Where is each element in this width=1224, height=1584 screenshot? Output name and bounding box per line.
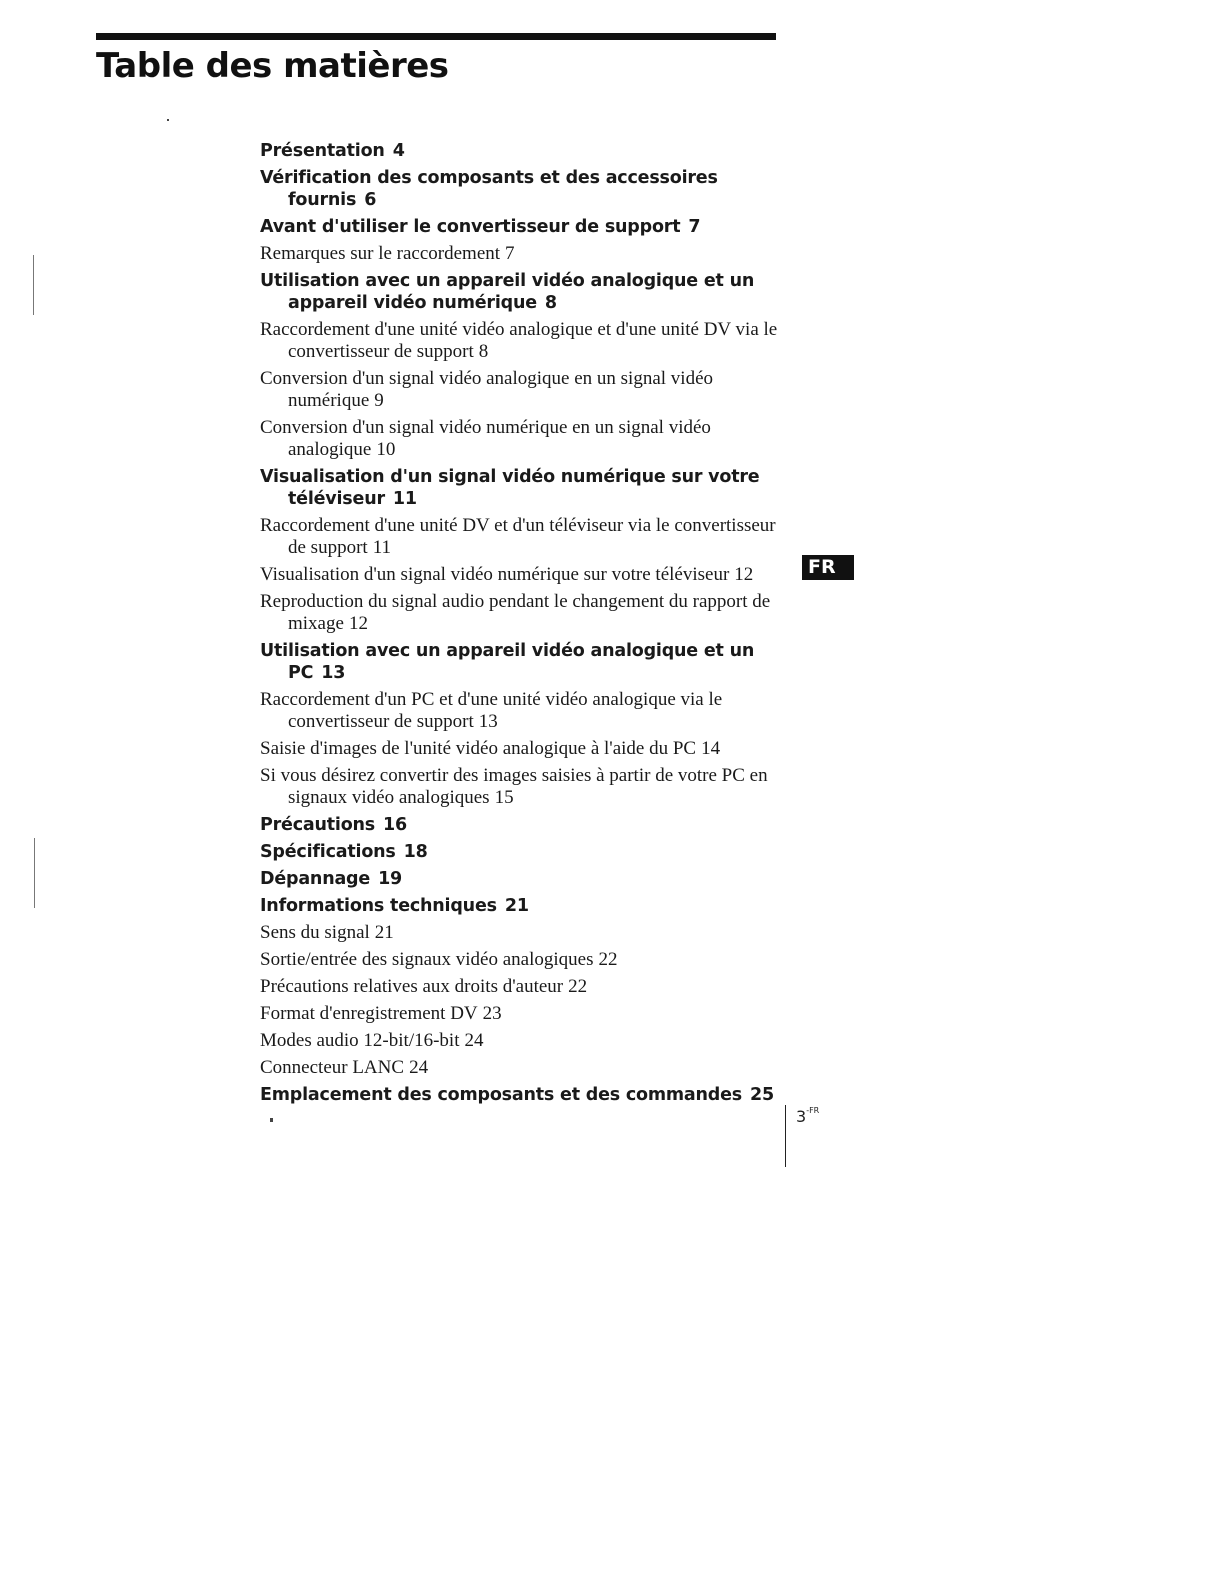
- page-number-divider: [785, 1105, 786, 1167]
- toc-entry-page: 24: [464, 1030, 484, 1051]
- toc-entry-text: Visualisation d'un signal vidéo numérique sur votre téléviseur: [260, 467, 760, 509]
- toc-entry-page: 13: [478, 711, 498, 732]
- toc-entry-section[interactable]: [260, 640, 780, 684]
- toc-entry-subsection[interactable]: [260, 976, 780, 998]
- toc-entry-page: 6: [364, 190, 377, 210]
- toc-entry-subsection[interactable]: [260, 1057, 780, 1079]
- toc-entry-text: Sortie/entrée des signaux vidéo analogiques: [260, 949, 594, 970]
- toc-entry-text: Si vous désirez convertir des images saisies à partir de votre PC en signaux vidéo analogiques: [260, 765, 768, 808]
- toc-entry-page: 12: [734, 564, 754, 585]
- scan-mark: [34, 838, 35, 908]
- toc-entry-text: Modes audio 12-bit/16-bit: [260, 1030, 460, 1051]
- toc-entry-text: Spécifications: [260, 842, 396, 862]
- toc-entry-subsection[interactable]: [260, 949, 780, 971]
- toc-entry-text: Visualisation d'un signal vidéo numérique sur votre téléviseur: [260, 564, 730, 585]
- toc-entry-page: 4: [392, 141, 405, 161]
- toc-entry-subsection[interactable]: [260, 515, 780, 559]
- toc-entry-page: 14: [701, 738, 721, 759]
- toc-entry-section[interactable]: [260, 895, 780, 917]
- toc-entry-page: 19: [378, 869, 403, 889]
- toc-entry-page: 7: [505, 243, 515, 264]
- toc-entry-page: 22: [598, 949, 618, 970]
- toc-entry-text: Raccordement d'une unité DV et d'un téléviseur via le convertisseur de support: [260, 515, 776, 558]
- toc-entry-page: 12: [348, 613, 368, 634]
- toc-entry-text: Présentation: [260, 141, 385, 161]
- toc-entry-subsection[interactable]: [260, 689, 780, 733]
- toc-entry-text: Remarques sur le raccordement: [260, 243, 501, 264]
- toc-entry-text: Informations techniques: [260, 896, 497, 916]
- page-number: [796, 1106, 819, 1126]
- toc-entry-page: 9: [374, 390, 384, 411]
- page-number-suffix: -FR: [806, 1106, 820, 1115]
- toc-entry-subsection[interactable]: [260, 564, 780, 586]
- toc-entry-section[interactable]: [260, 466, 780, 510]
- toc-entry-page: 10: [376, 439, 396, 460]
- toc-entry-subsection[interactable]: [260, 738, 780, 760]
- table-of-contents: [260, 140, 780, 1111]
- toc-entry-subsection[interactable]: [260, 1003, 780, 1025]
- toc-entry-page: 16: [383, 815, 407, 835]
- toc-entry-text: Raccordement d'un PC et d'une unité vidéo analogique via le convertisseur de support: [260, 689, 723, 732]
- toc-entry-text: Vérification des composants et des accessoires fournis: [260, 168, 718, 210]
- toc-entry-page: 8: [544, 293, 557, 313]
- toc-entry-page: 11: [372, 537, 391, 558]
- toc-entry-subsection[interactable]: [260, 922, 780, 944]
- toc-entry-section[interactable]: [260, 868, 780, 890]
- toc-entry-page: 24: [409, 1057, 429, 1078]
- toc-entry-subsection[interactable]: [260, 591, 780, 635]
- toc-entry-text: Emplacement des composants et des commandes: [260, 1085, 743, 1105]
- toc-entry-text: Raccordement d'une unité vidéo analogique et d'une unité DV via le convertisseur de support: [260, 319, 778, 362]
- toc-entry-text: Format d'enregistrement DV: [260, 1003, 478, 1024]
- toc-entry-section[interactable]: [260, 1084, 780, 1106]
- page-number-value: 3: [796, 1107, 807, 1126]
- toc-entry-subsection[interactable]: [260, 1030, 780, 1052]
- toc-entry-text: Utilisation avec un appareil vidéo analogique et un appareil vidéo numérique: [260, 271, 755, 313]
- toc-entry-page: 13: [321, 663, 346, 683]
- toc-entry-page: 18: [403, 842, 428, 862]
- toc-entry-page: 25: [750, 1085, 774, 1105]
- toc-entry-text: Conversion d'un signal vidéo analogique en un signal vidéo numérique: [260, 368, 714, 411]
- toc-entry-page: 21: [374, 922, 394, 943]
- toc-entry-section[interactable]: [260, 814, 780, 836]
- toc-entry-text: Conversion d'un signal vidéo numérique en un signal vidéo analogique: [260, 417, 711, 460]
- scan-mark: [33, 255, 34, 315]
- title-rule: [96, 33, 776, 40]
- toc-entry-page: 11: [392, 489, 417, 509]
- toc-entry-subsection[interactable]: [260, 417, 780, 461]
- toc-entry-section[interactable]: [260, 270, 780, 314]
- toc-entry-text: Avant d'utiliser le convertisseur de support: [260, 217, 681, 237]
- toc-entry-section[interactable]: [260, 140, 780, 162]
- language-tab: FR: [802, 555, 854, 580]
- toc-entry-text: Utilisation avec un appareil vidéo analogique et un PC: [260, 641, 755, 683]
- toc-entry-section[interactable]: [260, 216, 780, 238]
- toc-entry-text: Précautions relatives aux droits d'auteur: [260, 976, 564, 997]
- scan-mark: [167, 119, 169, 121]
- toc-entry-text: Saisie d'images de l'unité vidéo analogique à l'aide du PC: [260, 738, 697, 759]
- toc-entry-section[interactable]: [260, 167, 780, 211]
- scan-mark: [270, 1118, 273, 1122]
- toc-entry-page: 23: [482, 1003, 502, 1024]
- toc-entry-subsection[interactable]: [260, 765, 780, 809]
- toc-entry-page: 7: [688, 217, 701, 237]
- page-title: Table des matières: [96, 46, 449, 86]
- toc-entry-text: Connecteur LANC: [260, 1057, 405, 1078]
- toc-entry-text: Dépannage: [260, 869, 371, 889]
- toc-entry-text: Sens du signal: [260, 922, 370, 943]
- toc-entry-subsection[interactable]: [260, 243, 780, 265]
- toc-entry-section[interactable]: [260, 841, 780, 863]
- toc-entry-text: Précautions: [260, 815, 376, 835]
- toc-entry-page: 8: [478, 341, 489, 362]
- toc-entry-page: 21: [504, 896, 529, 916]
- toc-entry-subsection[interactable]: [260, 368, 780, 412]
- toc-entry-page: 22: [568, 976, 588, 997]
- toc-entry-text: Reproduction du signal audio pendant le changement du rapport de mixage: [260, 591, 771, 634]
- toc-entry-page: 15: [494, 787, 514, 808]
- toc-entry-subsection[interactable]: [260, 319, 780, 363]
